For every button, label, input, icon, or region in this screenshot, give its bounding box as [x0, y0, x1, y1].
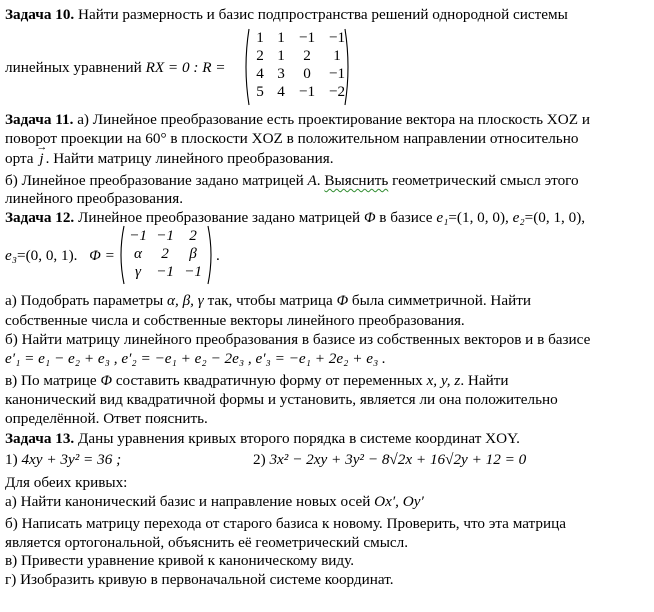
matrix-r-cell-4-1: 5: [256, 83, 264, 100]
matrix-phi-cell-1-3: 2: [189, 227, 197, 244]
task13-both: Для обеих кривых:: [5, 474, 128, 491]
task12-c-line1: [5, 372, 509, 389]
basis-e1-value: =(1, 0, 0),: [448, 209, 513, 226]
task12-b-basis: e′₁ = e₁ − e₂ + e₃ , e′₂ = −e₁ + e₂ − 2e₃ , e′₃ = −e₁ + 2e₂ + e₃ .: [5, 350, 386, 367]
matrix-phi-cell-2-1: α: [134, 245, 142, 262]
phi-symbol-3: Φ: [100, 372, 113, 389]
matrix-r-cell-1-2: 1: [277, 29, 285, 46]
task11-find: . Найти матрицу линейного преобразования.: [45, 150, 334, 167]
task12-a-text: а) Подобрать параметры: [5, 292, 168, 309]
matrix-phi-cell-2-2: 2: [161, 245, 169, 262]
task12-a-line1: [5, 292, 531, 309]
new-axes: Ox′, Oy′: [374, 493, 424, 510]
task13-d: г) Изобразить кривую в первоначальной системе координат.: [5, 571, 394, 588]
task11-line1: [5, 111, 590, 128]
eq2-number: 2): [253, 451, 270, 468]
matrix-A: A: [307, 172, 317, 189]
task12-matrix-dot: .: [216, 247, 220, 264]
matrix-r-cell-3-4: −1: [328, 65, 346, 82]
matrix-r-cell-2-1: 2: [256, 47, 264, 64]
task11-text-a: а) Линейное преобразование есть проектирование вектора на плоскость XOZ и: [77, 111, 590, 128]
basis-e3-value: =(0, 0, 1).: [17, 247, 78, 264]
matrix-r-cell-1-1: 1: [256, 29, 264, 46]
task13-c: в) Привести уравнение кривой к каноническому виду.: [5, 552, 355, 569]
task11-line5: линейного преобразования.: [5, 190, 184, 207]
task13-heading: Задача 13.: [5, 430, 75, 447]
matrix-r-cell-2-3: 2: [303, 47, 311, 64]
matrix-r-cell-4-2: 4: [277, 83, 285, 100]
vector-j: → j: [37, 150, 45, 167]
task12-line1: [5, 209, 585, 226]
basis-e3: e₃: [5, 247, 18, 264]
basis-e2: e₂: [512, 209, 525, 226]
task11-b-rest: геометрический смысл этого: [388, 172, 579, 189]
matrix-r-cell-2-4: 1: [333, 47, 341, 64]
matrix-r-cell-3-2: 3: [277, 65, 285, 82]
task12-c-line2: канонический вид квадратичной формы и установить, является ли она положительно: [5, 391, 558, 408]
eq1-number: 1): [5, 451, 22, 468]
task11-dot: .: [316, 172, 325, 189]
matrix-r-cell-3-3: 0: [303, 65, 311, 82]
matrix-phi-cell-1-2: −1: [156, 227, 174, 244]
task10-equation: RX = 0 : R =: [145, 59, 226, 76]
task12-a-line2: собственные числа и собственные векторы линейного преобразования.: [5, 312, 465, 329]
task11-line2: поворот проекции на 60° в плоскости XOZ в положительном направлении относительно: [5, 130, 579, 147]
matrix-phi-cell-3-3: −1: [184, 263, 202, 280]
task11-b-text: б) Линейное преобразование задано матрицей: [5, 172, 308, 189]
task10-line2: [5, 59, 226, 76]
phi-symbol: Φ: [363, 209, 376, 226]
matrix-phi-cell-1-1: −1: [129, 227, 147, 244]
task13-eq1: [5, 451, 121, 468]
basis-e2-value: =(0, 1, 0),: [524, 209, 586, 226]
task10-heading: Задача 10.: [5, 6, 75, 23]
task11-line3: [5, 150, 334, 167]
task11-line4: [5, 172, 579, 189]
matrix-r-cell-1-4: −1: [328, 29, 346, 46]
matrix-r-cell-2-2: 1: [277, 47, 285, 64]
matrix-r-cell-4-4: −2: [328, 83, 346, 100]
phi-equation: Φ =: [89, 247, 115, 264]
vars-xyz: x, y, z: [426, 372, 461, 389]
matrix-phi-cell-3-2: −1: [156, 263, 174, 280]
basis-e1: e₁: [436, 209, 449, 226]
params-alpha-beta-gamma: α, β, γ: [167, 292, 204, 309]
task13-b-line2: является ортогональной, объяснить её геометрический смысл.: [5, 534, 409, 551]
matrix-r-cell-3-1: 4: [256, 65, 264, 82]
task10-line1: [5, 6, 568, 23]
matrix-r-cell-4-3: −1: [298, 83, 316, 100]
task13-a: [5, 493, 424, 510]
task12-c-text2: составить квадратичную форму от переменных: [112, 372, 427, 389]
task12-text: Линейное преобразование задано матрицей: [78, 209, 364, 226]
task12-c-text: в) По матрице: [5, 372, 101, 389]
task12-a-text3: была симметричной. Найти: [348, 292, 532, 309]
spellcheck-word: Выяснить: [324, 172, 389, 189]
eq2-formula: 3x² − 2xy + 3y² − 8√2x + 16√2y + 12 = 0: [269, 451, 527, 468]
task10-matrix-cells: [250, 29, 352, 101]
task13-eq2: [253, 451, 526, 468]
matrix-phi-cell-2-3: β: [189, 245, 197, 262]
task12-c-line3: определённой. Ответ пояснить.: [5, 410, 208, 427]
task10-text2: линейных уравнений: [5, 59, 146, 76]
task12-matrix: [117, 225, 215, 285]
task12-heading: Задача 12.: [5, 209, 75, 226]
task10-text: Найти размерность и базис подпространства решений однородной системы: [78, 6, 568, 23]
phi-symbol-2: Φ: [336, 292, 349, 309]
task12-c-text3: . Найти: [460, 372, 509, 389]
eq1-formula: 4xy + 3y² = 36 ;: [21, 451, 122, 468]
task13-line1: [5, 430, 520, 447]
task12-a-text2: так, чтобы матрица: [203, 292, 337, 309]
task13-a-text: а) Найти канонический базис и направление новых осей: [5, 493, 375, 510]
task13-b-line1: б) Написать матрицу перехода от старого базиса к новому. Проверить, что эта матрица: [5, 515, 566, 532]
task11-heading: Задача 11.: [5, 111, 74, 128]
matrix-r-cell-1-3: −1: [298, 29, 316, 46]
task12-b-line1: б) Найти матрицу линейного преобразования в базисе из собственных векторов и в базисе: [5, 331, 591, 348]
task11-orta: орта: [5, 150, 38, 167]
task12-basis-text: в базисе: [375, 209, 437, 226]
task12-matrix-cells: [125, 227, 207, 281]
task13-text: Даны уравнения кривых второго порядка в системе координат XOY.: [78, 430, 520, 447]
task12-line2: [5, 247, 115, 264]
task10-matrix: [242, 28, 352, 106]
matrix-phi-cell-3-1: γ: [135, 263, 141, 280]
